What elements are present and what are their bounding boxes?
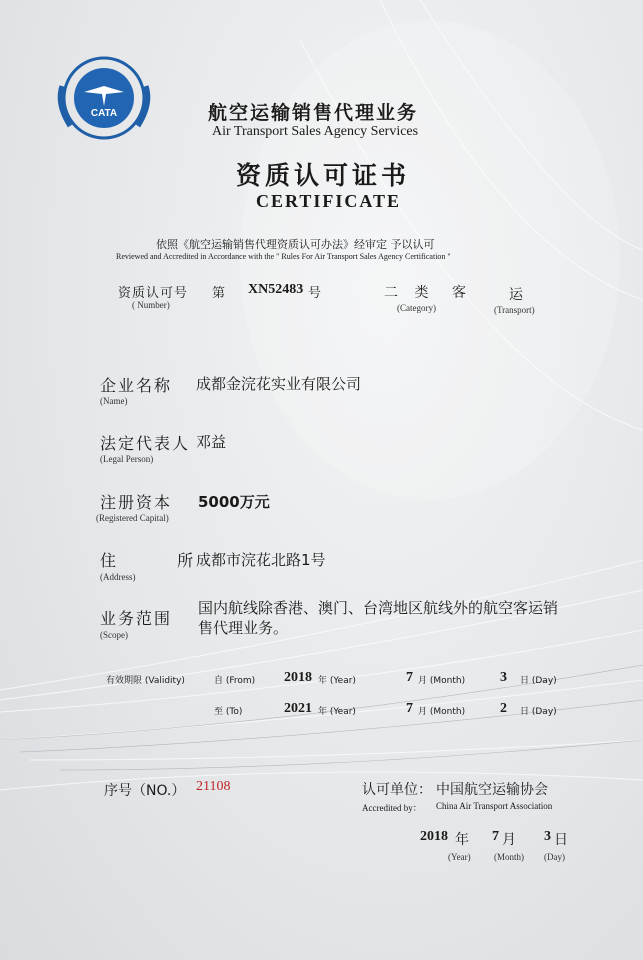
- validity-from-year-unit: 年 (Year): [318, 676, 356, 686]
- validity-from-day: 3: [500, 670, 507, 685]
- issue-day-unit: 日: [554, 832, 568, 848]
- scope-label-cn: 业务范围: [100, 609, 173, 628]
- validity-from-day-unit: 日 (Day): [520, 676, 557, 686]
- issue-year: 2018: [420, 829, 448, 844]
- validity-from-month-unit: 月 (Month): [418, 676, 466, 686]
- basis-cn: 依照《航空运输销售代理资质认可办法》经审定 予以认可: [156, 238, 435, 251]
- validity-from-month: 7: [406, 670, 413, 685]
- address-value: 成都市浣花北路1号: [196, 551, 326, 569]
- serial-label: 序号（NO.）: [104, 783, 186, 799]
- category-label-en: (Category): [397, 303, 436, 313]
- category-value: 二 类: [384, 285, 435, 301]
- svg-text:CATA: CATA: [90, 108, 118, 119]
- validity-to-month-unit: 月 (Month): [418, 707, 466, 717]
- name-value: 成都金浣花实业有限公司: [196, 375, 362, 393]
- name-label-en: (Name): [100, 396, 128, 406]
- name-label-cn: 企业名称: [100, 376, 173, 395]
- issue-day: 3: [544, 829, 551, 844]
- title-cn: 航空运输销售代理业务: [208, 102, 419, 124]
- serial-value: 21108: [196, 779, 231, 794]
- validity-label: 有效期限 (Validity): [106, 676, 185, 686]
- transport-value-1: 客: [452, 285, 466, 301]
- number-prefix: 第: [212, 286, 226, 301]
- validity-to-day-unit: 日 (Day): [520, 707, 557, 717]
- transport-value-2: 运: [509, 287, 523, 303]
- basis-en: Reviewed and Accredited in Accordance with the " Rules For Air Transport Sales Agency Certification ": [116, 252, 451, 261]
- validity-to-year-unit: 年 (Year): [318, 707, 356, 717]
- title-en: Air Transport Sales Agency Services: [212, 124, 419, 139]
- legal-value: 邓益: [196, 433, 227, 451]
- scope-value-line1: 国内航线除香港、澳门、台湾地区航线外的航空客运销: [198, 599, 559, 617]
- legal-label-en: (Legal Person): [100, 454, 154, 464]
- accredited-org-en: China Air Transport Association: [436, 801, 553, 811]
- number-suffix: 号: [308, 286, 322, 301]
- accredited-label-cn: 认可单位：: [362, 782, 432, 798]
- capital-label-en: (Registered Capital): [96, 513, 169, 523]
- number-label-cn: 资质认可号: [118, 286, 189, 301]
- validity-to-month: 7: [406, 701, 413, 716]
- validity-from-year: 2018: [284, 670, 312, 685]
- certificate-title-en: CERTIFICATE: [256, 191, 402, 211]
- address-label-cn: 住 所: [100, 551, 222, 570]
- capital-value: 5000万元: [198, 493, 270, 511]
- legal-label-cn: 法定代表人: [100, 434, 191, 453]
- scope-value-line2: 售代理业务。: [198, 619, 289, 637]
- issue-month-unit: 月: [502, 832, 516, 848]
- issue-day-en: (Day): [544, 852, 565, 862]
- validity-to-day: 2: [500, 701, 507, 716]
- validity-from-label: 自 (From): [214, 676, 256, 686]
- address-label-en: (Address): [100, 572, 136, 582]
- issue-year-en: (Year): [448, 852, 471, 862]
- cata-logo: [48, 56, 160, 142]
- accredited-org-cn: 中国航空运输协会: [436, 782, 548, 798]
- issue-month-en: (Month): [494, 852, 524, 862]
- capital-label-cn: 注册资本: [100, 493, 173, 512]
- issue-month: 7: [492, 829, 499, 844]
- number-value: XN52483: [248, 282, 304, 297]
- validity-to-label: 至 (To): [214, 707, 243, 717]
- validity-to-year: 2021: [284, 701, 312, 716]
- accredited-label-en: Accredited by：: [362, 803, 422, 813]
- certificate-title-cn: 资质认可证书: [236, 161, 411, 190]
- number-label-en: ( Number): [132, 300, 170, 310]
- transport-label-en: (Transport): [494, 305, 535, 315]
- issue-year-unit: 年: [455, 832, 469, 848]
- scope-label-en: (Scope): [100, 630, 128, 640]
